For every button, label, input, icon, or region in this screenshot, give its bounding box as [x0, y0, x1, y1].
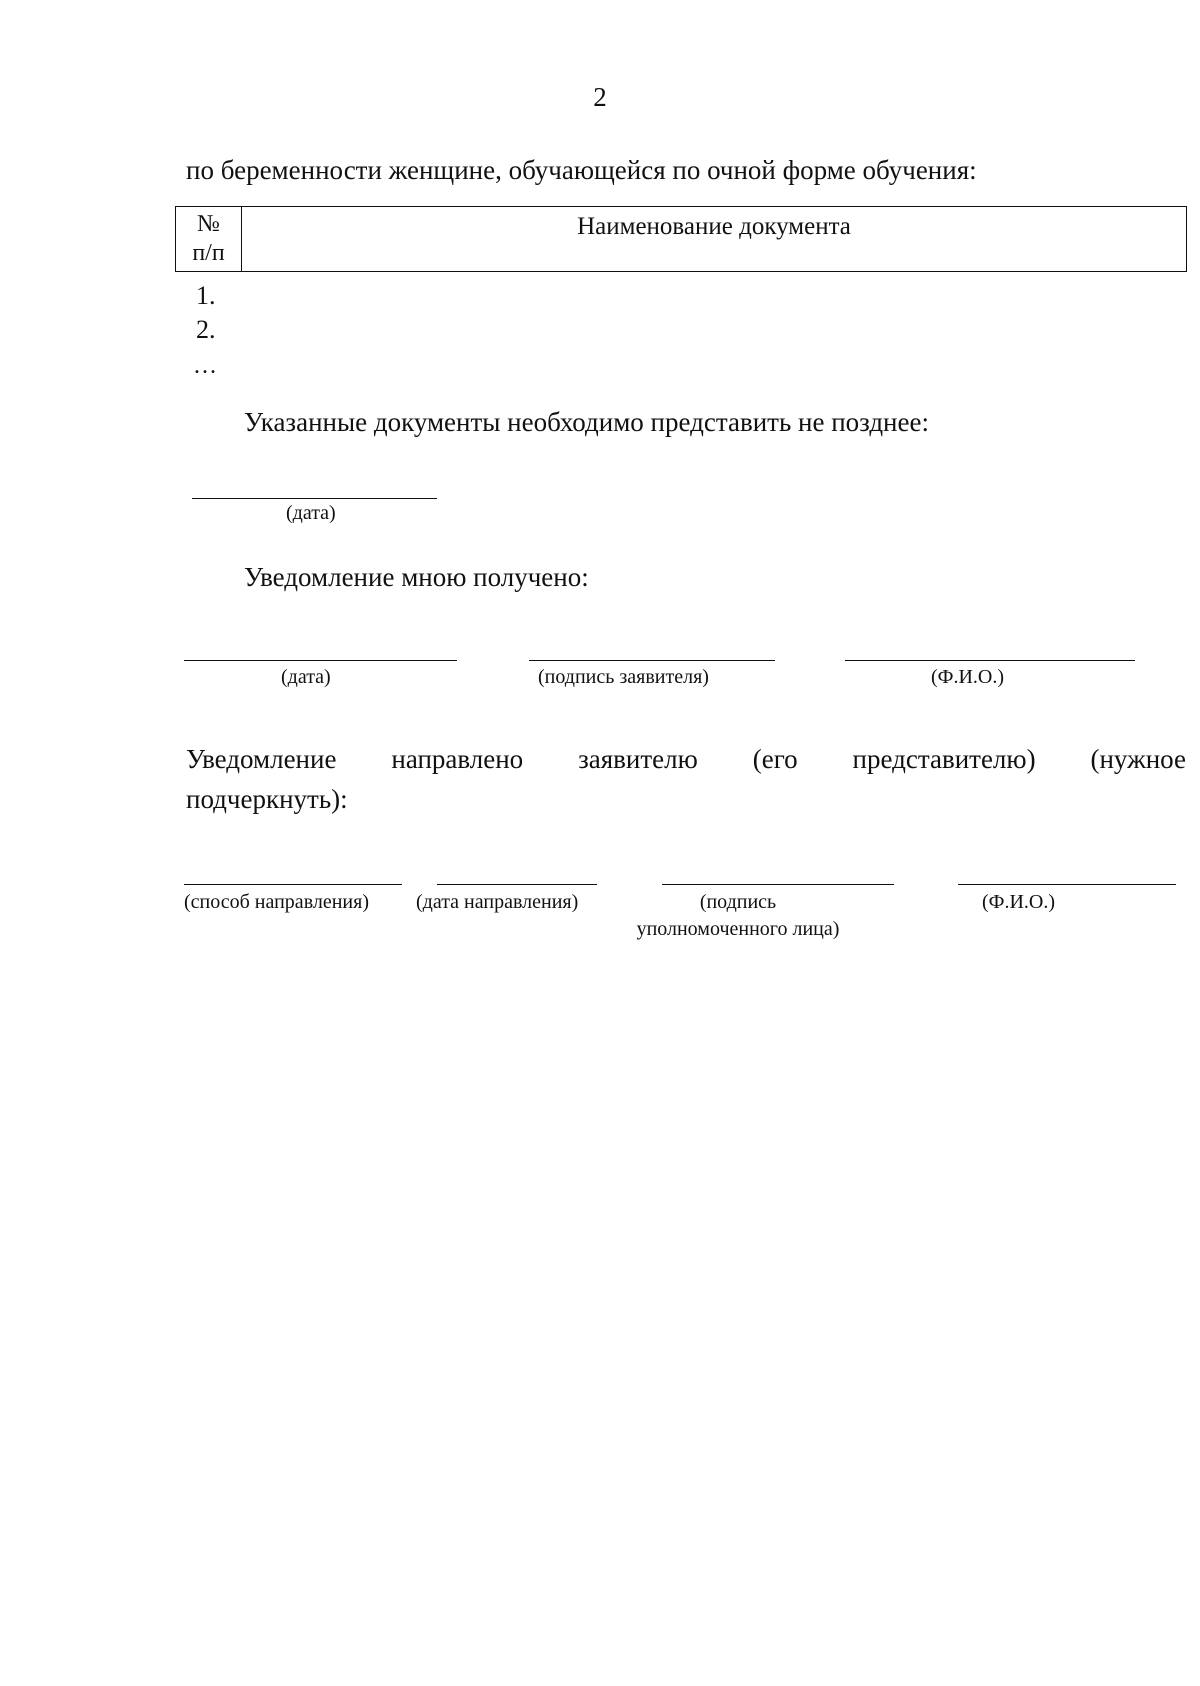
table-header-number	[176, 207, 242, 271]
sent-signature-caption-line2: уполномоченного лица)	[636, 918, 840, 940]
deadline-date-line	[192, 498, 437, 499]
table-header-number-line2: п/п	[192, 240, 225, 266]
sent-text-line1: Уведомление направлено заявителю (его представителю) (нужное	[186, 744, 1186, 774]
sent-text-line2: подчеркнуть):	[186, 784, 348, 814]
sent-date-line	[437, 884, 597, 885]
sent-date-caption: (дата направления)	[416, 891, 579, 913]
sent-signature-caption	[618, 889, 858, 943]
sent-method-caption: (способ направления)	[184, 891, 369, 913]
table-header-number-line1: №	[197, 211, 220, 237]
intro-text: по беременности женщине, обучающейся по очной форме обучения:	[186, 155, 977, 185]
received-signature-caption: (подпись заявителя)	[538, 666, 709, 688]
deadline-text: Указанные документы необходимо представить не позднее:	[244, 407, 929, 437]
sent-fio-caption: (Ф.И.О.)	[982, 891, 1056, 913]
received-signature-line	[529, 660, 775, 661]
deadline-date-caption: (дата)	[286, 502, 336, 524]
received-date-caption: (дата)	[281, 666, 331, 688]
table-header-document-name: Наименование документа	[577, 213, 851, 240]
sent-method-line	[184, 884, 402, 885]
sent-fio-line	[958, 884, 1176, 885]
received-date-line	[184, 660, 457, 661]
received-fio-caption: (Ф.И.О.)	[931, 666, 1005, 688]
sent-signature-caption-line1: (подпись	[699, 891, 777, 913]
page-number: 2	[593, 82, 607, 112]
table-ellipsis: …	[193, 353, 219, 379]
table-row-number: 1.	[196, 281, 216, 310]
documents-table	[175, 206, 1187, 272]
table-row-number: 2.	[196, 315, 216, 344]
sent-signature-line	[662, 884, 894, 885]
received-text: Уведомление мною получено:	[244, 562, 589, 592]
received-fio-line	[845, 660, 1135, 661]
